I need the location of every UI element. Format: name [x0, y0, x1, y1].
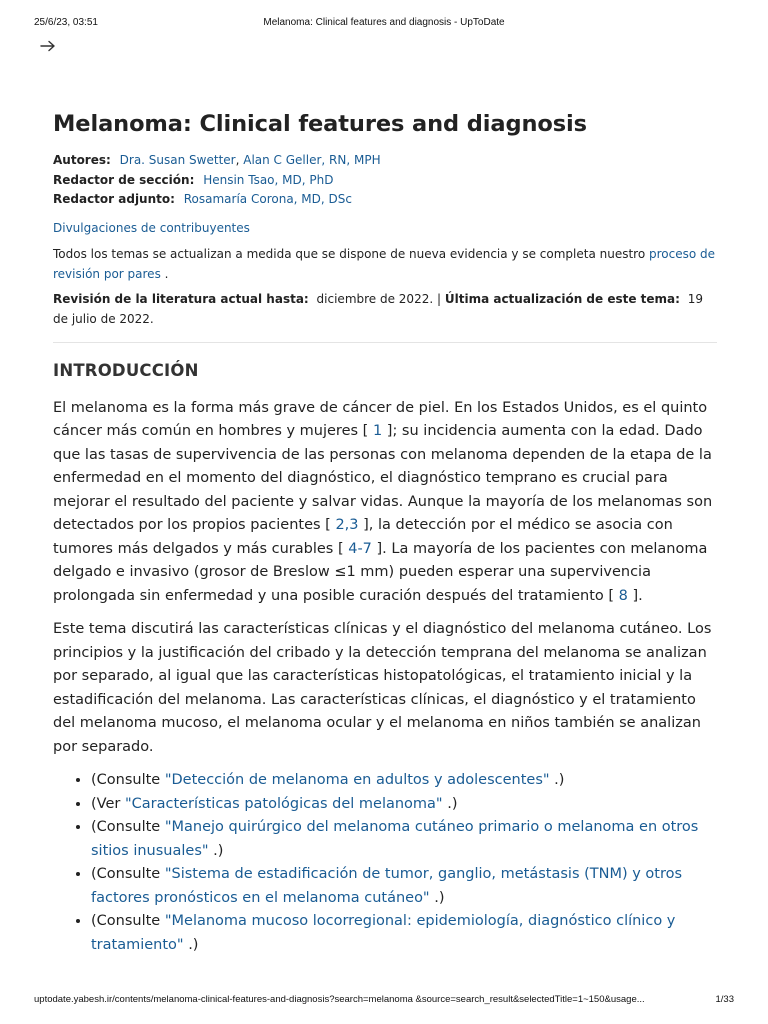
section-editor-label: Redactor de sección: [53, 172, 195, 187]
topic-link[interactable]: "Manejo quirúrgico del melanoma cutáneo primario o melanoma en otros sitios inusuales" [91, 819, 699, 859]
topic-link[interactable]: "Características patológicas del melanoma" [124, 795, 443, 812]
intro-paragraph-2: Este tema discutirá las características clínicas y el diagnóstico del melanoma cutáneo. Los principios y la justificación del cribado y la detección temprana del melanoma se analizan por separado, al igual que las características histopatológicas, el tratamiento inicial y la estadificación del melanoma. Las características clínicas, el diagnóstico y el tratamiento del melanoma mucoso, el melanoma ocular y el melanoma en niños también se analizan por separado. [53, 621, 712, 755]
related-topics-list [53, 769, 717, 957]
divider [53, 342, 717, 343]
author-link[interactable]: Dra. Susan Swetter [119, 153, 236, 167]
article-meta [53, 151, 717, 210]
reference-link[interactable]: 4-7 [348, 540, 372, 557]
list-item: • (Consulte "Manejo quirúrgico del melanoma cutáneo primario o melanoma en otros sitios inusuales" .) [91, 816, 717, 863]
list-item: • (Consulte "Melanoma mucoso locorregional: epidemiología, diagnóstico clínico y tratamiento" .) [91, 910, 717, 957]
reference-link[interactable]: 2,3 [335, 517, 359, 533]
update-note: Todos los temas se actualizan a medida que se dispone de nueva evidencia y se completa nuestro proceso de revisión por pares . [53, 246, 716, 281]
update-note-text: Todos los temas se actualizan a medida que se dispone de nueva evidencia y se completa nuestro [53, 246, 646, 261]
article [53, 108, 717, 957]
print-url: uptodate.yabesh.ir/contents/melanoma-clinical-features-and-diagnosis?search=melanoma &source=search_result&selectedTitle=1~150&usage... [34, 994, 645, 1005]
topic-link[interactable]: "Detección de melanoma en adultos y adolescentes" [164, 772, 550, 788]
reference-link[interactable]: 8 [618, 587, 628, 604]
print-header [0, 17, 768, 31]
author-link[interactable]: Alan C Geller, RN, MPH [243, 153, 381, 167]
topic-link[interactable]: "Melanoma mucoso locorregional: epidemiología, diagnóstico clínico y tratamiento" [91, 913, 676, 953]
peer-review-link[interactable]: proceso de revisión por pares [53, 246, 716, 281]
introduction-body [53, 397, 717, 958]
section-editor-row [53, 171, 717, 191]
print-footer [0, 994, 768, 1008]
deputy-editor-link[interactable]: Rosamaría Corona, MD, DSc [183, 192, 352, 206]
disclosures-link[interactable]: Divulgaciones de contribuyentes [53, 220, 250, 235]
list-item: • (Consulte "Detección de melanoma en adultos y adolescentes" .) [91, 769, 717, 793]
separator: | [436, 291, 442, 306]
section-editor-link[interactable]: Hensin Tsao, MD, PhD [203, 172, 334, 187]
section-heading-introduction: INTRODUCCIÓN [53, 360, 199, 380]
list-item: • (Consulte "Sistema de estadificación de tumor, ganglio, metástasis (TNM) y otros factores pronósticos en el melanoma cutáneo" .) [91, 863, 717, 910]
authors-row: Autores: Dra. Susan Swetter, Alan C Geller, RN, MPH [53, 153, 381, 167]
review-info [53, 289, 717, 329]
print-page-title: Melanoma: Clinical features and diagnosis - UpToDate [263, 17, 505, 28]
review-date: diciembre de 2022. [316, 291, 434, 306]
review-label: Revisión de la literatura actual hasta: [53, 291, 309, 306]
deputy-editor-label: Redactor adjunto: [53, 192, 175, 206]
topic-link[interactable]: "Sistema de estadificación de tumor, ganglio, metástasis (TNM) y otros factores pronósticos en el melanoma cutáneo" [91, 866, 683, 906]
deputy-editor-row [53, 190, 717, 210]
disclosures [53, 219, 717, 237]
last-update-label: Última actualización de este tema: [444, 291, 680, 306]
reference-link[interactable]: 1 [372, 423, 383, 439]
print-date: 25/6/23, 03:51 [34, 17, 98, 28]
authors-label: Autores: [53, 153, 111, 167]
arrow-right-icon[interactable] [38, 37, 58, 55]
list-item: • (Ver "Características patológicas del melanoma" .) [91, 793, 717, 817]
article-title: Melanoma: Clinical features and diagnosis [53, 111, 587, 137]
page-number: 1/33 [715, 994, 734, 1005]
last-update-date: 19 de julio de 2022. [53, 291, 704, 326]
intro-paragraph-1: El melanoma es la forma más grave de cáncer de piel. En los Estados Unidos, es el quinto cáncer más común en hombres y mujeres [ 1 ]; su incidencia aumenta con la edad. Dado que las tasas de supervivencia de las personas con melanoma dependen de la etapa de la enfermedad en el momento del diagnóstico, el diagnóstico temprano es crucial para mejorar el resultado del paciente y salvar vidas. Aunque la mayoría de los melanomas son detectados por los propios pacientes [ 2,3 ], la detección por el médico se asocia con tumores más delgados y más curables [ 4-7 ]. La mayoría de los pacientes con melanoma delgado e invasivo (grosor de Breslow ≤1 mm) pueden esperar una supervivencia prolongada sin enfermedad y una posible curación después del tratamiento [ 8 ]. [53, 399, 713, 604]
